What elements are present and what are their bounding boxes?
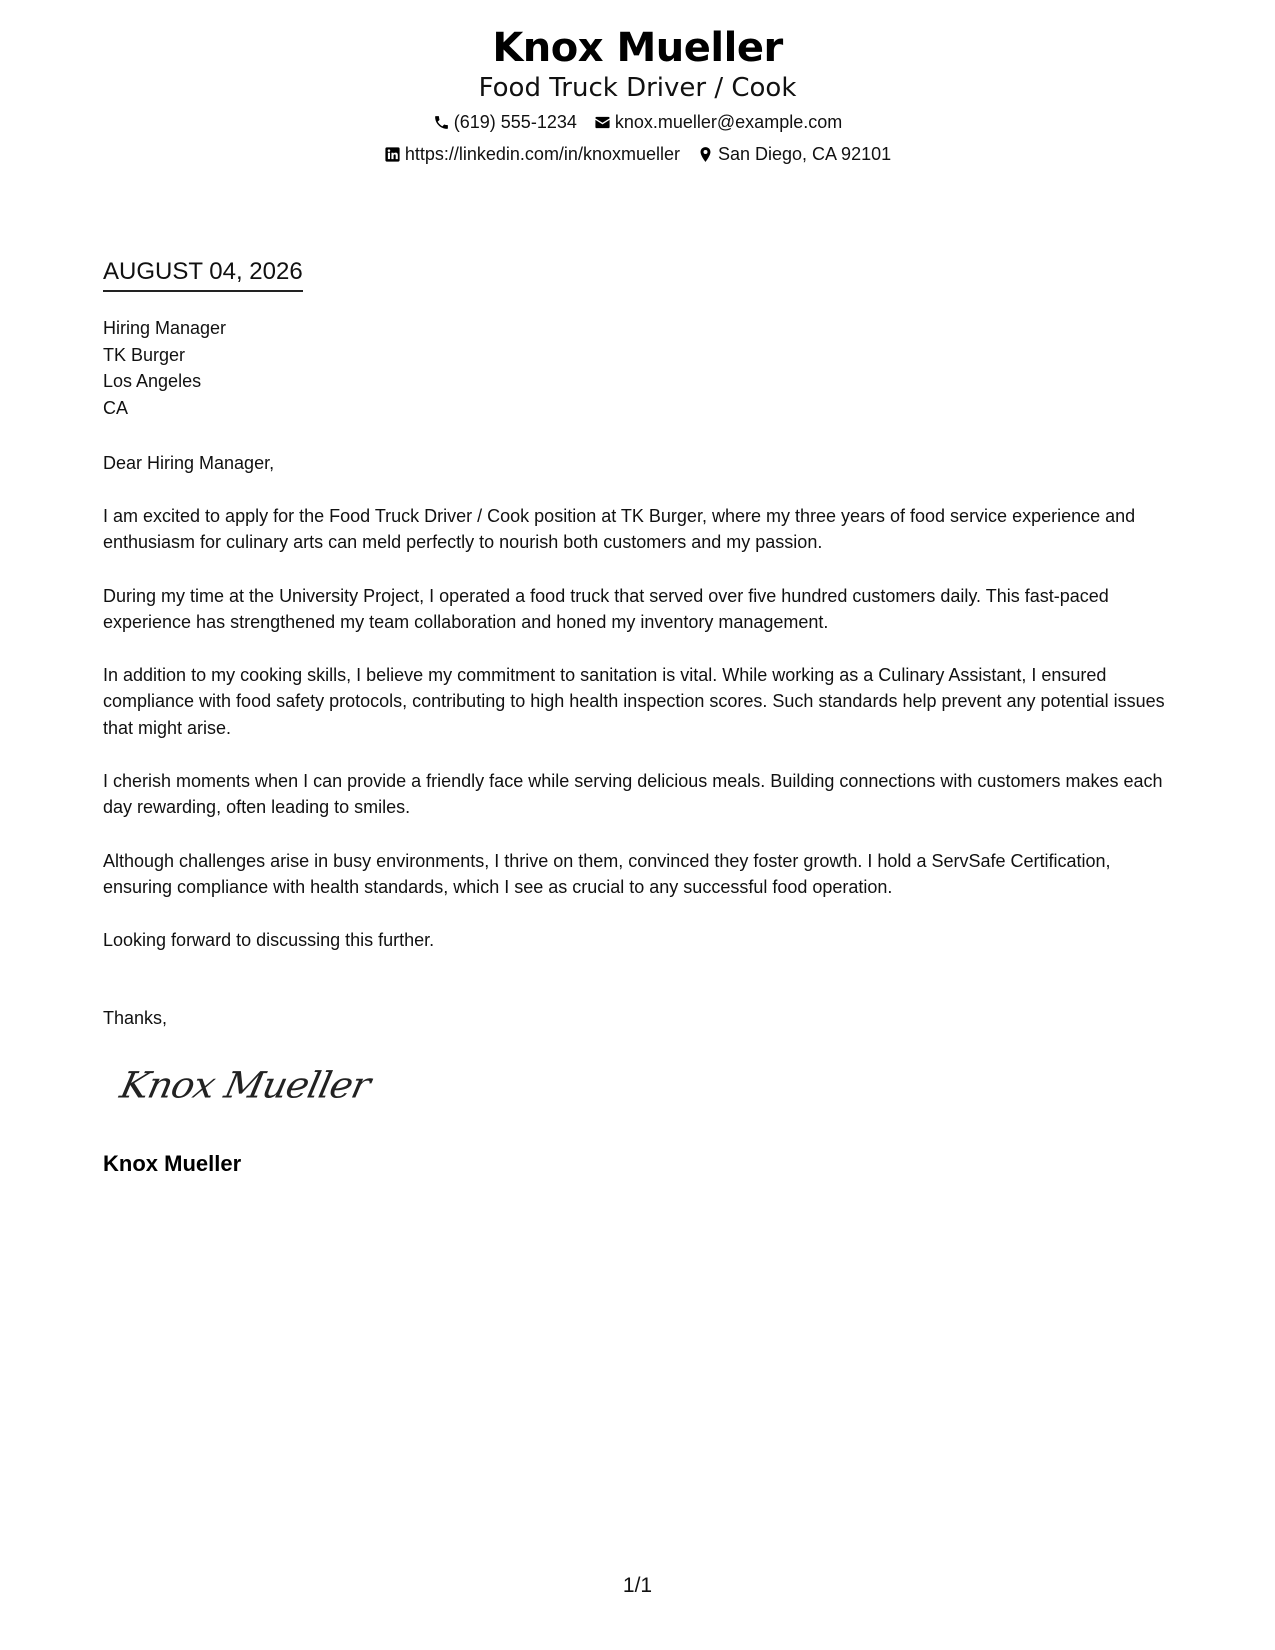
handwritten-signature: Knox Mueller <box>116 1064 374 1106</box>
phone-icon <box>433 114 450 131</box>
map-marker-icon <box>697 146 714 163</box>
salutation: Dear Hiring Manager, <box>103 453 275 473</box>
phone-text: (619) 555-1234 <box>453 112 577 132</box>
recipient-address <box>103 315 226 421</box>
body-paragraph: In addition to my cooking skills, I believe my commitment to sanitation is vital. While working as a Culinary Assistant, I ensured compliance with food safety protocols, contributing to high health inspection scores. Such standards help prevent any potential issues that might arise. <box>103 665 1165 738</box>
contact-linkedin <box>384 143 680 165</box>
date-block <box>103 256 303 292</box>
linkedin-text: https://linkedin.com/in/knoxmueller <box>404 144 680 164</box>
letter-date: AUGUST 04, 2026 <box>103 256 303 292</box>
signer-name: Knox Mueller <box>103 1151 242 1176</box>
email-text: knox.mueller@example.com <box>614 112 843 132</box>
contact-email <box>594 111 842 133</box>
recipient-line: CA <box>103 397 129 418</box>
body-paragraph: Looking forward to discussing this further. <box>103 930 435 951</box>
contact-phone <box>433 111 577 133</box>
location-text: San Diego, CA 92101 <box>717 144 892 164</box>
body-paragraph: I am excited to apply for the Food Truck Driver / Cook position at TK Burger, where my three years of food service experience and enthusiasm for culinary arts can meld perfectly to nourish both customers and my passion. <box>103 506 1136 553</box>
applicant-name: Knox Mueller <box>492 25 783 71</box>
linkedin-icon <box>384 146 401 163</box>
body-paragraph: During my time at the University Project, I operated a food truck that served over five hundred customers daily. This fast-paced experience has strengthened my team collaboration and honed my inventory management. <box>103 585 1109 632</box>
contact-location <box>697 143 891 165</box>
page-number: 1/1 <box>622 1574 653 1597</box>
job-title: Food Truck Driver / Cook <box>478 73 797 103</box>
letter-header <box>0 22 1275 165</box>
recipient-line: Los Angeles <box>103 371 202 391</box>
recipient-line: Hiring Manager <box>103 318 227 338</box>
body-paragraph: Although challenges arise in busy environments, I thrive on them, convinced they foster growth. I hold a ServSafe Certification, ensuring compliance with health standards, which I see as crucial to any successful food operation. <box>103 850 1111 897</box>
contact-row-primary <box>0 111 1275 133</box>
closing: Thanks, <box>103 1008 168 1028</box>
body-paragraph: I cherish moments when I can provide a friendly face while serving delicious meals. Building connections with customers makes each day rewarding, often leading to smiles. <box>103 771 1163 818</box>
letter-paragraphs <box>103 503 1178 981</box>
contact-row-secondary <box>0 143 1275 165</box>
envelope-icon <box>594 114 611 131</box>
recipient-line: TK Burger <box>103 344 186 365</box>
